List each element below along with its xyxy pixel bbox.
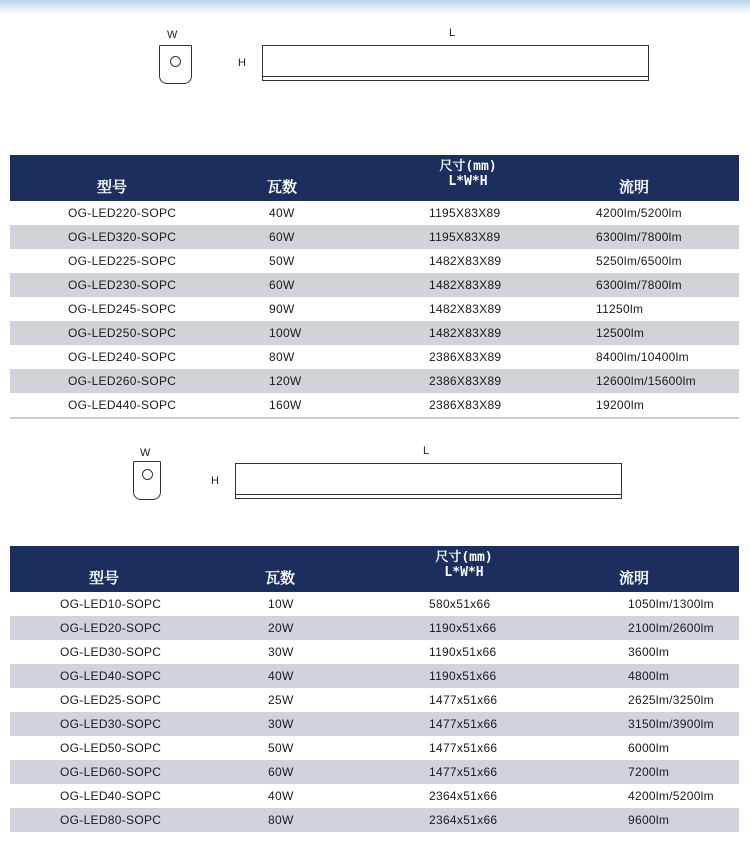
cell-lumen: 6300lm/7800lm [596, 230, 682, 244]
header-size-dims: L*W*H [448, 174, 488, 189]
cell-model: OG-LED50-SOPC [60, 741, 162, 755]
table-row [10, 808, 739, 832]
cell-lumen: 3600lm [628, 645, 670, 659]
header-size-unit: 尺寸(mm) [439, 159, 497, 174]
table-row [10, 225, 739, 249]
cell-model: OG-LED60-SOPC [60, 765, 162, 779]
cell-watt: 30W [268, 717, 294, 731]
cell-watt: 60W [269, 278, 295, 292]
cell-model: OG-LED25-SOPC [60, 693, 162, 707]
header-watt: 瓦数 [264, 570, 295, 587]
cell-model: OG-LED80-SOPC [60, 813, 162, 827]
cell-size: 2386X83X89 [429, 398, 502, 412]
cell-size: 1195X83X89 [429, 230, 501, 244]
header-lumen: 流明 [618, 179, 649, 196]
cell-size: 1477x51x66 [429, 741, 498, 755]
cell-watt: 20W [268, 621, 294, 635]
cell-watt: 40W [268, 789, 294, 803]
cell-watt: 30W [268, 645, 294, 659]
cell-size: 1190x51x66 [429, 645, 497, 659]
table-header [10, 155, 739, 201]
profile-base-line [263, 76, 648, 77]
cell-watt: 60W [269, 230, 295, 244]
cell-model: OG-LED220-SOPC [68, 206, 177, 220]
height-label: H [211, 475, 219, 487]
cell-size: 1477x51x66 [429, 693, 498, 707]
cell-watt: 100W [269, 326, 302, 340]
cell-model: OG-LED230-SOPC [68, 278, 177, 292]
cell-lumen: 2625lm/3250lm [628, 693, 714, 707]
table-body [10, 201, 739, 417]
cell-watt: 50W [269, 254, 295, 268]
header-size [404, 550, 524, 580]
cell-watt: 25W [268, 693, 294, 707]
cell-size: 1195X83X89 [429, 206, 501, 220]
mounting-hole [170, 56, 181, 67]
cell-model: OG-LED10-SOPC [60, 597, 162, 611]
width-label: W [167, 29, 178, 41]
cell-size: 1482X83X89 [429, 254, 502, 268]
cell-model: OG-LED245-SOPC [68, 302, 177, 316]
table-row [10, 249, 739, 273]
height-label: H [238, 57, 246, 69]
cell-size: 2364x51x66 [429, 789, 498, 803]
table-row [10, 273, 739, 297]
cell-lumen: 12500lm [596, 326, 645, 340]
cell-size: 1190x51x66 [429, 669, 497, 683]
cell-size: 2386X83X89 [429, 350, 502, 364]
cell-model: OG-LED260-SOPC [68, 374, 177, 388]
table-bottom-rule [10, 417, 739, 419]
table-row [10, 616, 739, 640]
table-row [10, 321, 739, 345]
header-size-unit: 尺寸(mm) [435, 550, 493, 565]
header-lumen: 流明 [618, 570, 649, 587]
cell-watt: 50W [268, 741, 294, 755]
table-row [10, 345, 739, 369]
profile-base-line [236, 494, 621, 495]
table-row [10, 201, 739, 225]
cell-size: 1190x51x66 [429, 621, 497, 635]
cell-size: 1482X83X89 [429, 278, 502, 292]
cell-watt: 40W [269, 206, 295, 220]
side-view-profile [262, 45, 649, 81]
cell-lumen: 4200lm/5200lm [596, 206, 682, 220]
header-model: 型号 [88, 570, 119, 587]
cell-lumen: 6300lm/7800lm [596, 278, 682, 292]
table-row [10, 712, 739, 736]
side-view-profile [235, 463, 622, 499]
table-header [10, 546, 739, 592]
table-row [10, 664, 739, 688]
table-row [10, 760, 739, 784]
cell-watt: 160W [269, 398, 302, 412]
cell-model: OG-LED250-SOPC [68, 326, 177, 340]
cell-lumen: 11250lm [596, 302, 644, 316]
header-watt: 瓦数 [266, 179, 297, 196]
cell-lumen: 5250lm/6500lm [596, 254, 682, 268]
table-row [10, 784, 739, 808]
cell-size: 580x51x66 [429, 597, 491, 611]
end-view-profile [159, 45, 192, 84]
table-row [10, 369, 739, 393]
cell-lumen: 7200lm [628, 765, 670, 779]
cell-watt: 120W [269, 374, 302, 388]
header-size-dims: L*W*H [444, 565, 484, 580]
cell-model: OG-LED240-SOPC [68, 350, 177, 364]
cell-lumen: 4200lm/5200lm [628, 789, 714, 803]
cell-lumen: 8400lm/10400lm [596, 350, 689, 364]
cell-lumen: 2100lm/2600lm [628, 621, 714, 635]
cell-model: OG-LED20-SOPC [60, 621, 162, 635]
table-row [10, 688, 739, 712]
cell-model: OG-LED40-SOPC [60, 669, 162, 683]
cell-lumen: 9600lm [628, 813, 670, 827]
table-row [10, 297, 739, 321]
cell-watt: 40W [268, 669, 294, 683]
cell-lumen: 12600lm/15600lm [596, 374, 696, 388]
cell-size: 2386X83X89 [429, 374, 502, 388]
table-row [10, 592, 739, 616]
table-row [10, 640, 739, 664]
length-label: L [423, 445, 430, 457]
spec-table-1 [10, 155, 739, 419]
table-row [10, 393, 739, 417]
cell-size: 1482X83X89 [429, 326, 502, 340]
cell-lumen: 6000lm [628, 741, 670, 755]
length-label: L [449, 27, 456, 39]
header-size [408, 159, 528, 189]
cell-lumen: 1050lm/1300lm [628, 597, 714, 611]
mounting-hole [142, 469, 153, 480]
cell-model: OG-LED30-SOPC [60, 717, 162, 731]
cell-lumen: 3150lm/3900lm [628, 717, 714, 731]
header-model: 型号 [96, 179, 127, 196]
cell-size: 1477x51x66 [429, 765, 498, 779]
cell-model: OG-LED30-SOPC [60, 645, 162, 659]
cell-lumen: 4800lm [628, 669, 670, 683]
cell-lumen: 19200lm [596, 398, 645, 412]
cell-model: OG-LED440-SOPC [68, 398, 177, 412]
cell-size: 2364x51x66 [429, 813, 498, 827]
table-row [10, 736, 739, 760]
cell-model: OG-LED40-SOPC [60, 789, 162, 803]
width-label: W [140, 447, 151, 459]
top-gradient-band [0, 0, 750, 14]
cell-model: OG-LED225-SOPC [68, 254, 177, 268]
cell-size: 1482X83X89 [429, 302, 502, 316]
table-body [10, 592, 739, 832]
cell-watt: 10W [268, 597, 294, 611]
cell-watt: 80W [268, 813, 294, 827]
end-view-profile [133, 461, 161, 500]
cell-model: OG-LED320-SOPC [68, 230, 177, 244]
cell-watt: 60W [268, 765, 294, 779]
cell-watt: 80W [269, 350, 295, 364]
cell-watt: 90W [269, 302, 295, 316]
cell-size: 1477x51x66 [429, 717, 498, 731]
spec-table-2 [10, 546, 739, 832]
